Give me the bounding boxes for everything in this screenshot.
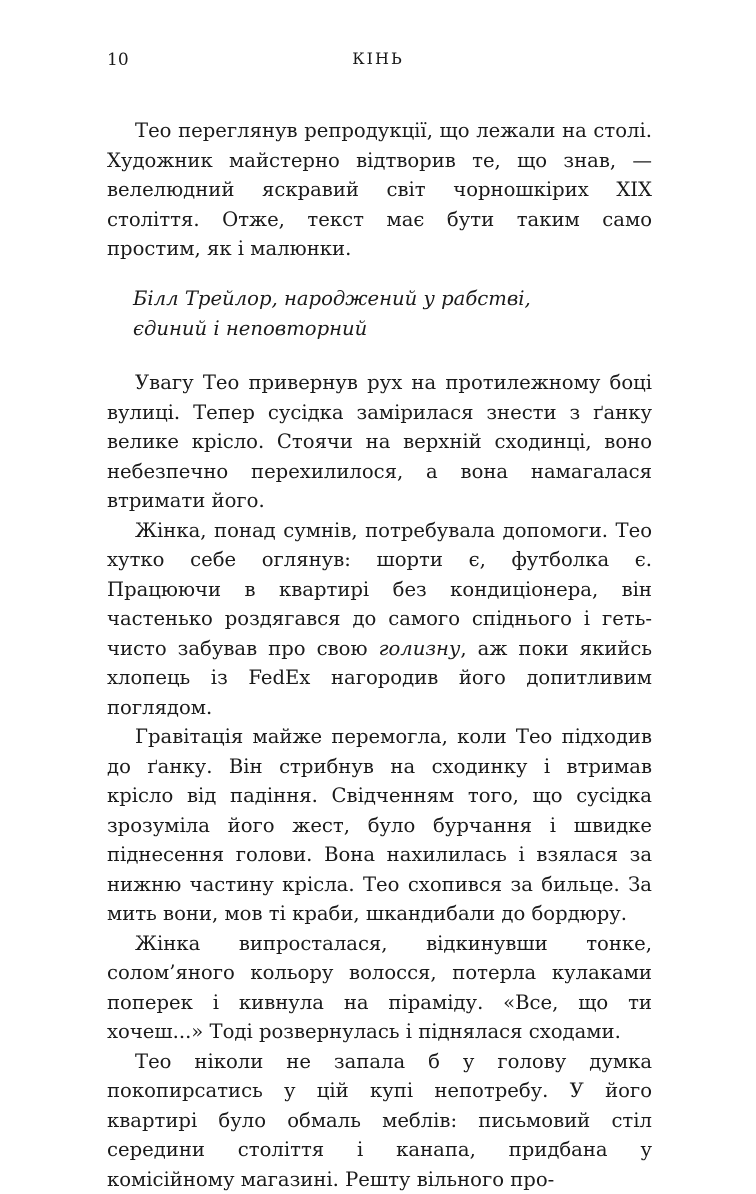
paragraph: Тео переглянув репродукції, що лежали на столі. Художник майстерно відтворив те, що знав, — велелюдний яскравий світ чорношкірих XIX століття. Отже, текст має бути таким само простим, як і малюнки.	[107, 116, 652, 264]
text-block-top	[107, 116, 652, 264]
emphasized-word: голизну	[379, 637, 461, 660]
paragraph-text: , аж поки якийсь хлопець із FedEx нагородив його допитливим поглядом.	[107, 637, 652, 719]
paragraph-with-emphasis	[107, 516, 652, 723]
text-block-main	[107, 368, 652, 1194]
epigraph-line: єдиний і неповторний	[133, 314, 633, 344]
page-header	[0, 46, 756, 74]
paragraph: Тео ніколи не запала б у голову думка покопирсатись у цій купі непотребу. У його квартирі було обмаль меблів: письмовий стіл середини століття і канапа, придбана у комісійному магазині. Решту вільного про-	[107, 1047, 652, 1194]
paragraph-text: Жінка, понад сумнів, потребувала допомоги. Тео хутко себе оглянув: шорти є, футболка є. Працюючи в квартирі без кондиціонера, він частенько роздягався до самого спіднього і геть-чисто забував про свою	[107, 519, 652, 660]
paragraph: Гравітація майже перемогла, коли Тео підходив до ґанку. Він стрибнув на сходинку і втримав крісло від падіння. Свідченням того, що сусідка зрозуміла його жест, було бурчання і швидке піднесення голови. Вона нахилилась і взялася за нижню частину крісла. Тео схопився за бильце. За мить вони, мов ті краби, шкандибали до бордюру.	[107, 722, 652, 929]
epigraph	[133, 284, 633, 343]
page-number: 10	[107, 50, 129, 70]
paragraph: Увагу Тео привернув рух на протилежному боці вулиці. Тепер сусідка замірилася знести з ґанку велике крісло. Стоячи на верхній сходинці, воно небезпечно перехилилося, а вона намагалася втримати його.	[107, 368, 652, 516]
running-title: КІНЬ	[0, 49, 756, 68]
epigraph-line: Білл Трейлор, народжений у рабстві,	[133, 284, 633, 314]
paragraph: Жінка випросталася, відкинувши тонке, солом’яного кольору волосся, потерла кулаками поперек і кивнула на піраміду. «Все, що ти хочеш...» Тоді розвернулась і піднялася сходами.	[107, 929, 652, 1047]
